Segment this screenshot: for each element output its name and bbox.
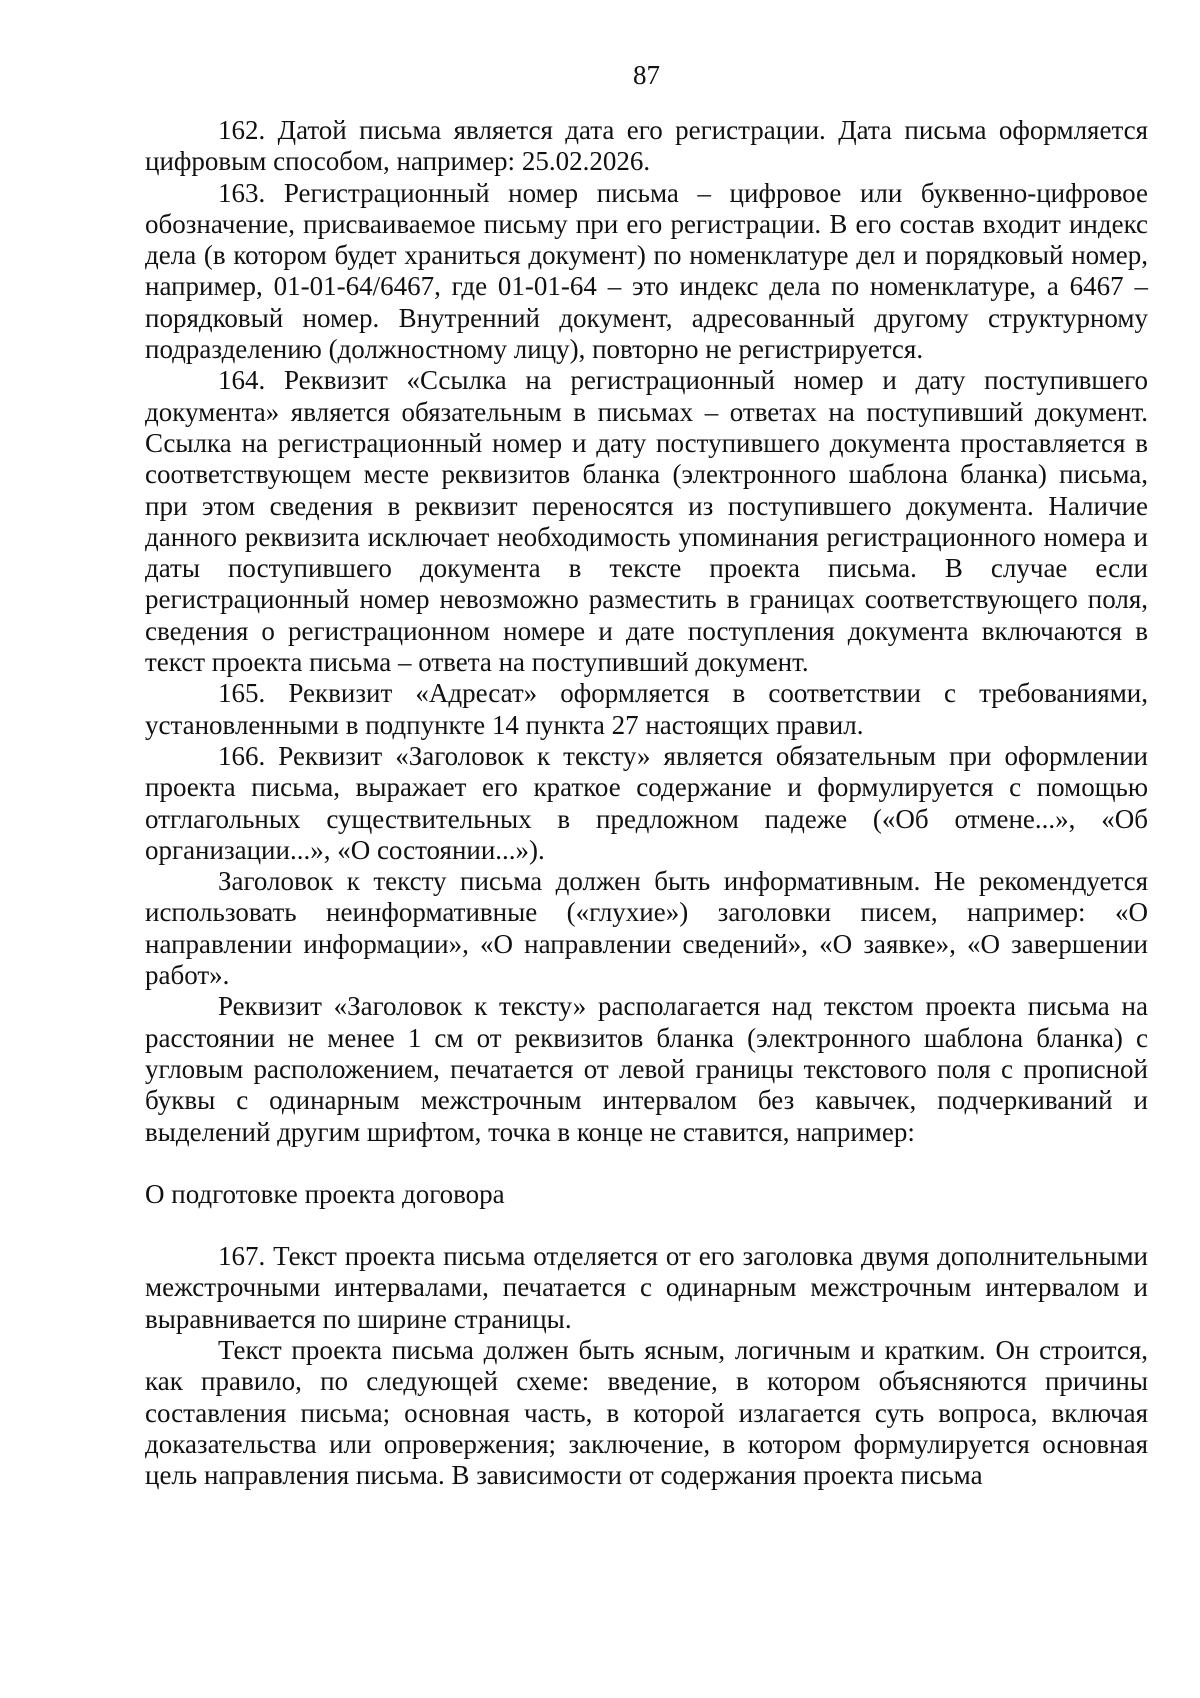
paragraph-167-text-structure: Текст проекта письма должен быть ясным, логичным и кратким. Он строится, как правило, по следующей схеме: введение, в котором объясняются причины составления письма; основная часть, в которой излагается суть вопроса, включая доказательства или опровержения; заключение, в котором формулируется основная цель направления письма. В зависимости от содержания проекта письма bbox=[145, 1334, 1148, 1491]
paragraph-166-heading-placement: Реквизит «Заголовок к тексту» располагается над текстом проекта письма на расстоянии не менее 1 см от реквизитов бланка (электронного шаблона бланка) с угловым расположением, печатается от левой границы текстового поля с прописной буквы с одинарным межстрочным интервалом без кавычек, подчеркиваний и выделений другим шрифтом, точка в конце не ставится, например: bbox=[145, 991, 1148, 1147]
example-heading: О подготовке проекта договора bbox=[145, 1178, 505, 1209]
page-number: 87 bbox=[633, 60, 660, 90]
paragraph-167: 167. Текст проекта письма отделяется от его заголовка двумя дополнительными межстрочными интервалами, печатается с одинарным межстрочным интервалом и выравнивается по ширине страницы. bbox=[145, 1241, 1148, 1334]
paragraph-165: 165. Реквизит «Адресат» оформляется в соответствии с требованиями, установленными в подпункте 14 пункта 27 настоящих правил. bbox=[145, 678, 1148, 740]
paragraph-164: 164. Реквизит «Ссылка на регистрационный номер и дату поступившего документа» является обязательным в письмах – ответах на поступивший документ. Ссылка на регистрационный номер и дату поступившего документа проставляется в соответствующем месте реквизитов бланка (электронного шаблона бланка) письма, при этом сведения в реквизит переносятся из поступившего документа. Наличие данного реквизита исключает необходимость упоминания регистрационного номера и даты поступившего документа в тексте проекта письма. В случае если регистрационный номер невозможно разместить в границах соответствующего поля, сведения о регистрационном номере и дате поступления документа включаются в текст проекта письма – ответа на поступивший документ. bbox=[145, 365, 1148, 678]
paragraph-166: 166. Реквизит «Заголовок к тексту» является обязательным при оформлении проекта письма, выражает его краткое содержание и формулируется с помощью отглагольных существительных в предложном падеже («Об отмене...», «Об организации...», «О состоянии...»). bbox=[145, 740, 1148, 865]
document-body bbox=[145, 115, 1148, 1491]
paragraph-162: 162. Датой письма является дата его регистрации. Дата письма оформляется цифровым способом, например: 25.02.2026. bbox=[145, 115, 1148, 177]
paragraph-163: 163. Регистрационный номер письма – цифровое или буквенно-цифровое обозначение, присваиваемое письму при его регистрации. В его состав входит индекс дела (в котором будет храниться документ) по номенклатуре дел и порядковый номер, например, 01-01-64/6467, где 01-01-64 – это индекс дела по номенклатуре, а 6467 – порядковый номер. Внутренний документ, адресованный другому структурному подразделению (должностному лицу), повторно не регистрируется. bbox=[145, 177, 1148, 365]
paragraph-166-heading-informative: Заголовок к тексту письма должен быть информативным. Не рекомендуется использовать неинформативные («глухие») заголовки писем, например: «О направлении информации», «О направлении сведений», «О заявке», «О завершении работ». bbox=[145, 866, 1148, 991]
